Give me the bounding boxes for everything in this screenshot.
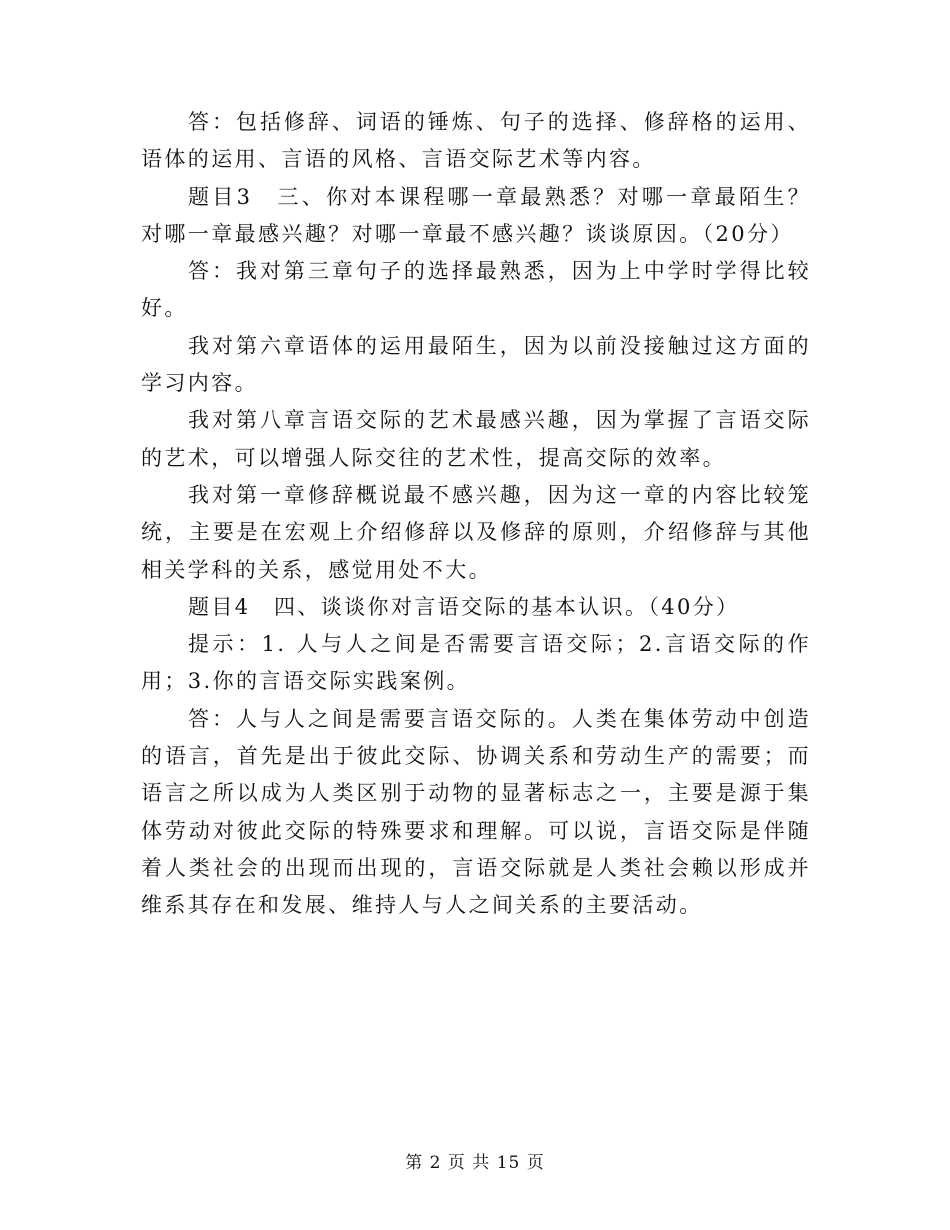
paragraph-hint-4: 提示：1. 人与人之间是否需要言语交际；2.言语交际的作用；3.你的言语交际实践案例。 <box>141 632 811 694</box>
paragraph-answer-3-unfamiliar: 我对第六章语体的运用最陌生，因为以前没接触过这方面的学习内容。 <box>141 333 811 396</box>
document-body <box>141 104 811 925</box>
paragraph-answer-1: 答：包括修辞、词语的锤炼、句子的选择、修辞格的运用、语体的运用、言语的风格、言语交际艺术等内容。 <box>141 110 811 172</box>
paragraph-question-4: 题目4 四、谈谈你对言语交际的基本认识。（40分） <box>188 594 740 619</box>
paragraph-answer-3-interest: 我对第八章言语交际的艺术最感兴趣，因为掌握了言语交际的艺术，可以增强人际交往的艺术性，提高交际的效率。 <box>141 408 811 470</box>
paragraph-question-3: 题目3 三、你对本课程哪一章最熟悉？对哪一章最陌生？对哪一章最感兴趣？对哪一章最不感兴趣？谈谈原因。（20分） <box>141 184 811 246</box>
paragraph-answer-3-least-interest: 我对第一章修辞概说最不感兴趣，因为这一章的内容比较笼统，主要是在宏观上介绍修辞以及修辞的原则，介绍修辞与其他相关学科的关系，感觉用处不大。 <box>141 482 811 582</box>
paragraph-answer-3: 答：我对第三章句子的选择最熟悉，因为上中学时学得比较好。 <box>141 259 811 321</box>
paragraph-answer-4: 答：人与人之间是需要言语交际的。人类在集体劳动中创造的语言，首先是出于彼此交际、协调关系和劳动生产的需要；而语言之所以成为人类区别于动物的显著标志之一，主要是源于集体劳动对彼此交际的特殊要求和理解。可以说，言语交际是伴随着人类社会的出现而出现的，言语交际就是人类社会赖以形成并维系其存在和发展、维持人与人之间关系的主要活动。 <box>141 706 811 918</box>
page-number-footer: 第 2 页 共 15 页 <box>405 1153 545 1173</box>
